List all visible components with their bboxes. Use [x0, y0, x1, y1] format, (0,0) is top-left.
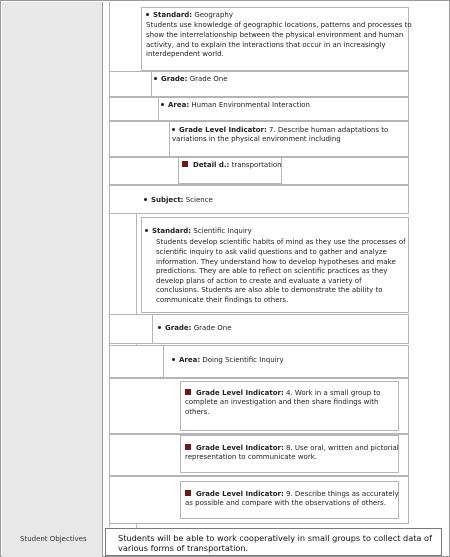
bullet-icon [154, 77, 157, 80]
bullet-icon [146, 13, 149, 16]
standard-desc-line: interdependent world. [146, 50, 224, 59]
standard-desc-line: develop plans of action to create and evaluate a variety of [156, 276, 362, 285]
detail-value: transportation [231, 161, 282, 169]
cell-divider [152, 314, 153, 344]
standard-desc-line: conclusions. Students are also able to demonstrate the ability to [156, 286, 383, 295]
standard-desc-line: show the interrelationship between the physical environment and human [146, 31, 404, 39]
grade-value: Grade One [189, 75, 228, 83]
gli-text-line2: representation to communicate work. [185, 453, 317, 462]
gli-label: Grade Level Indicator: [196, 490, 284, 498]
gli-text-line2: variations in the physical environment including [172, 135, 341, 144]
area-science-row [109, 345, 409, 378]
standard-desc-line: predictions. They are able to reflect on scientific practices as they [156, 267, 388, 276]
standard-desc-line: Students use knowledge of geographic locations, patterns and processes to [146, 21, 412, 30]
student-objectives-label: Student Objectives [20, 535, 87, 543]
bullet-icon [158, 326, 161, 329]
standard-desc-line: communicate their findings to others. [156, 295, 289, 304]
bullet-icon [161, 103, 164, 106]
detail-label: Detail d.: [193, 161, 230, 169]
grade-label: Grade: [161, 75, 188, 83]
standard-science-row [141, 217, 409, 313]
standard-value: Geography [194, 11, 233, 19]
area-geography-row [109, 97, 409, 121]
standard-label: Standard: [152, 227, 192, 235]
subject-row [109, 185, 409, 214]
indicator-square-icon [185, 490, 191, 496]
gli-text-line3: others. [185, 407, 210, 416]
bullet-icon [172, 128, 175, 131]
cell-divider [151, 71, 152, 97]
student-objectives-text [118, 533, 432, 553]
gli-cell [180, 481, 399, 519]
standard-geography-row [141, 7, 412, 71]
grade-science-row [109, 314, 409, 344]
grade-value: Grade One [193, 324, 232, 332]
student-objectives-box [105, 528, 442, 556]
cell-divider [169, 121, 170, 157]
subject-value: Science [185, 196, 213, 204]
grade-cell [154, 75, 228, 84]
area-value: Human Environmental Interaction [191, 101, 310, 109]
bullet-icon [144, 198, 147, 201]
gli-text-line2: complete an investigation and then share findings with [185, 398, 379, 407]
cell-divider [163, 345, 164, 378]
objective-line: various forms of transportation. [118, 543, 249, 553]
grade-geography-row [109, 71, 409, 97]
gli-cell [180, 435, 399, 473]
gli-geography-row [109, 121, 409, 157]
cell-divider [158, 97, 159, 121]
gli-text: 4. Work in a small group to [285, 389, 381, 397]
gli-label: Grade Level Indicator: [196, 444, 284, 452]
gli-text: 9. Describe things as accurately [285, 490, 399, 498]
left-label-column [2, 2, 103, 557]
gli-cell [180, 381, 399, 431]
detail-cell [178, 157, 282, 184]
subject-label: Subject: [151, 196, 184, 204]
gli-label: Grade Level Indicator: [179, 126, 267, 134]
detail-square-icon [182, 161, 188, 167]
gli-label: Grade Level Indicator: [196, 389, 284, 397]
indicator-square-icon [185, 444, 191, 450]
standard-desc-line: activity, and to explain the interactions that occur in an increasingly [146, 40, 386, 49]
area-label: Area: [168, 101, 190, 109]
standard-value: Scientific Inquiry [193, 227, 252, 235]
area-label: Area: [179, 356, 201, 364]
gli-text-line2: as possible and compare with the observations of others. [185, 499, 386, 508]
objective-line: Students will be able to work cooperatively in small groups to collect data of [118, 533, 432, 543]
bullet-icon [145, 229, 148, 232]
grade-label: Grade: [165, 324, 192, 332]
gli-text: 8. Use oral, written and pictorial [285, 444, 399, 452]
gli-text: 7. Describe human adaptations to [268, 126, 389, 134]
area-value: Doing Scientific Inquiry [202, 356, 284, 364]
indicator-square-icon [185, 389, 191, 395]
bullet-icon [172, 358, 175, 361]
standard-label: Standard: [153, 11, 193, 19]
standard-desc-line: Students develop scientific habits of mind as they use the processes of [156, 238, 406, 247]
standard-desc-line: information. They understand how to develop hypotheses and make [156, 257, 396, 266]
standard-desc-line: scientific inquiry to ask valid questions and to gather and analyze [156, 248, 387, 256]
